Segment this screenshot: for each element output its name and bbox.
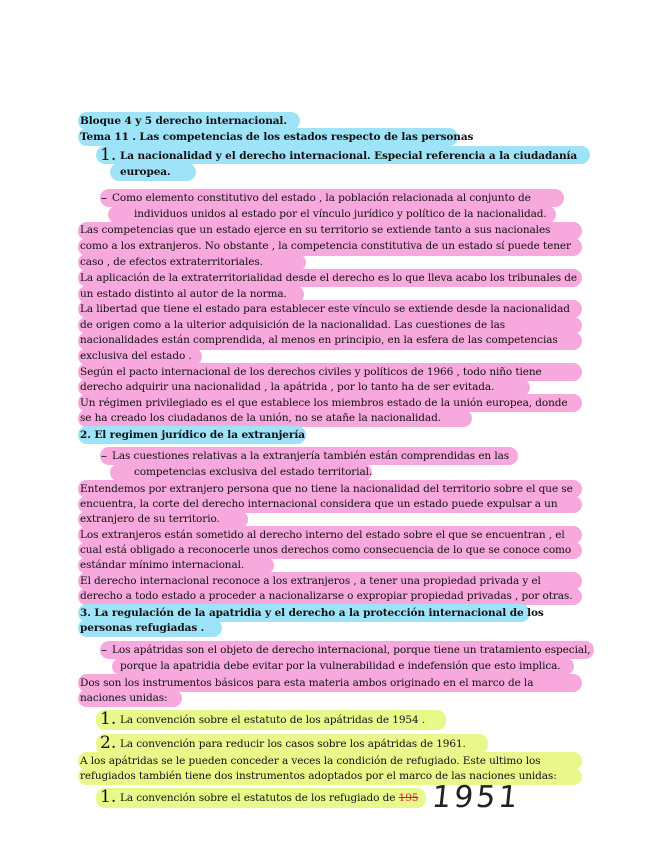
paragraph-line: refugiados también tiene dos instrumentos adoptados por el marco de las naciones unidas: — [80, 770, 557, 782]
paragraph-line: extranjero de su territorio. — [80, 513, 220, 525]
paragraph-line: Los extranjeros están sometido al derecho interno del estado sobre el que se encuentran , el — [80, 529, 565, 541]
block-title: Bloque 4 y 5 derecho internacional. — [80, 115, 287, 127]
paragraph-line: un estado distinto al autor de la norma. — [80, 288, 287, 300]
paragraph-line: Los apátridas son el objeto de derecho internacional, porque tiene un tratamiento especial, — [112, 644, 591, 656]
paragraph-line: derecho adquirir una nacionalidad , la apátrida , por lo tanto ha de ser evitada. — [80, 381, 495, 393]
list-number: 1. — [100, 145, 117, 165]
paragraph-line: El derecho internacional reconoce a los extranjeros , a tener una propiedad privada y el — [80, 575, 541, 587]
list-item: La convención para reducir los casos sobre los apátridas de 1961. — [120, 738, 466, 750]
paragraph-line: Dos son los instrumentos básicos para esta materia ambos originado en el marco de la — [80, 677, 534, 689]
paragraph-line: Como elemento constitutivo del estado , la población relacionada al conjunto de — [112, 192, 531, 204]
paragraph-line: Un régimen privilegiado es el que establece los miembros estado de la unión europea, donde — [80, 397, 568, 409]
paragraph-line: competencias exclusiva del estado territorial. — [134, 466, 373, 478]
paragraph-line: exclusiva del estado . — [80, 350, 192, 362]
section-heading: 2. El regimen jurídico de la extranjería — [80, 429, 305, 441]
paragraph-line: se ha creado los ciudadanos de la unión, no se atañe la nacionalidad. — [80, 412, 441, 424]
paragraph-line: individuos unidos al estado por el vínculo jurídico y político de la nacionalidad. — [134, 208, 547, 220]
paragraph-line: Entendemos por extranjero persona que no tiene la nacionalidad del territorio sobre el que se — [80, 483, 573, 495]
paragraph-line: estándar mínimo internacional. — [80, 559, 245, 571]
handwritten-year: 1951 — [430, 780, 523, 815]
bullet-dash: – — [101, 191, 107, 205]
list-number: 2. — [100, 733, 117, 753]
paragraph-line: encuentra, la corte del derecho internacional considera que un estado puede expulsar a un — [80, 498, 558, 510]
paragraph-line: derecho a todo estado a proceder a nacionalizarse o expropiar propiedad privadas , por otras. — [80, 590, 573, 602]
topic-title: Tema 11 . Las competencias de los estados respecto de las personas — [80, 131, 474, 143]
list-item — [120, 790, 418, 806]
paragraph-line: Las competencias que un estado ejerce en su territorio se extiende tanto a sus nacionales — [80, 224, 551, 236]
paragraph-line: La libertad que tiene el estado para establecer este vínculo se extiende desde la nacionalidad — [80, 303, 570, 315]
paragraph-line: cual está obligado a reconocerle unos derechos como consecuencia de lo que se conoce como — [80, 544, 572, 556]
paragraph-line: como a los extranjeros. No obstante , la competencia constitutiva de un estado sí puede tener — [80, 240, 571, 252]
paragraph-line: porque la apatridia debe evitar por la vulnerabilidad e indefensión que esto implica. — [120, 660, 561, 672]
paragraph-line: A los apátridas se le pueden conceder a veces la condición de refugiado. Este ultimo los — [80, 755, 541, 767]
paragraph-line: naciones unidas: — [80, 692, 168, 704]
list-number: 1. — [100, 709, 117, 729]
paragraph-line: La aplicación de la extraterritorialidad desde el derecho es lo que lleva acabo los tribunales de — [80, 272, 577, 284]
paragraph-line: de origen como a la ulterior adquisición de la nacionalidad. Las cuestiones de las — [80, 319, 506, 331]
paragraph-line: nacionalidades están comprendida, al menos en principio, en la esfera de las competencias — [80, 334, 558, 346]
bullet-dash: – — [101, 643, 107, 657]
paragraph-line: caso , de efectos extraterritoriales. — [80, 256, 263, 268]
paragraph-line: Según el pacto internacional de los derechos civiles y políticos de 1966 , todo niño tiene — [80, 366, 542, 378]
section-heading: La nacionalidad y el derecho internacional. Especial referencia a la ciudadanía — [120, 150, 578, 162]
bullet-dash: – — [101, 449, 107, 463]
paragraph-line: Las cuestiones relativas a la extranjería también están comprendidas en las — [112, 450, 510, 462]
section-heading: personas refugiadas . — [80, 622, 205, 634]
list-item: La convención sobre el estatuto de los apátridas de 1954 . — [120, 714, 426, 726]
list-item-text: La convención sobre el estatutos de los refugiado de — [120, 792, 396, 804]
struck-year: 195 — [398, 792, 419, 804]
list-number: 1. — [100, 787, 117, 807]
section-heading: 3. La regulación de la apatridia y el derecho a la protección internacional de los — [80, 607, 544, 619]
section-heading: europea. — [120, 166, 171, 178]
